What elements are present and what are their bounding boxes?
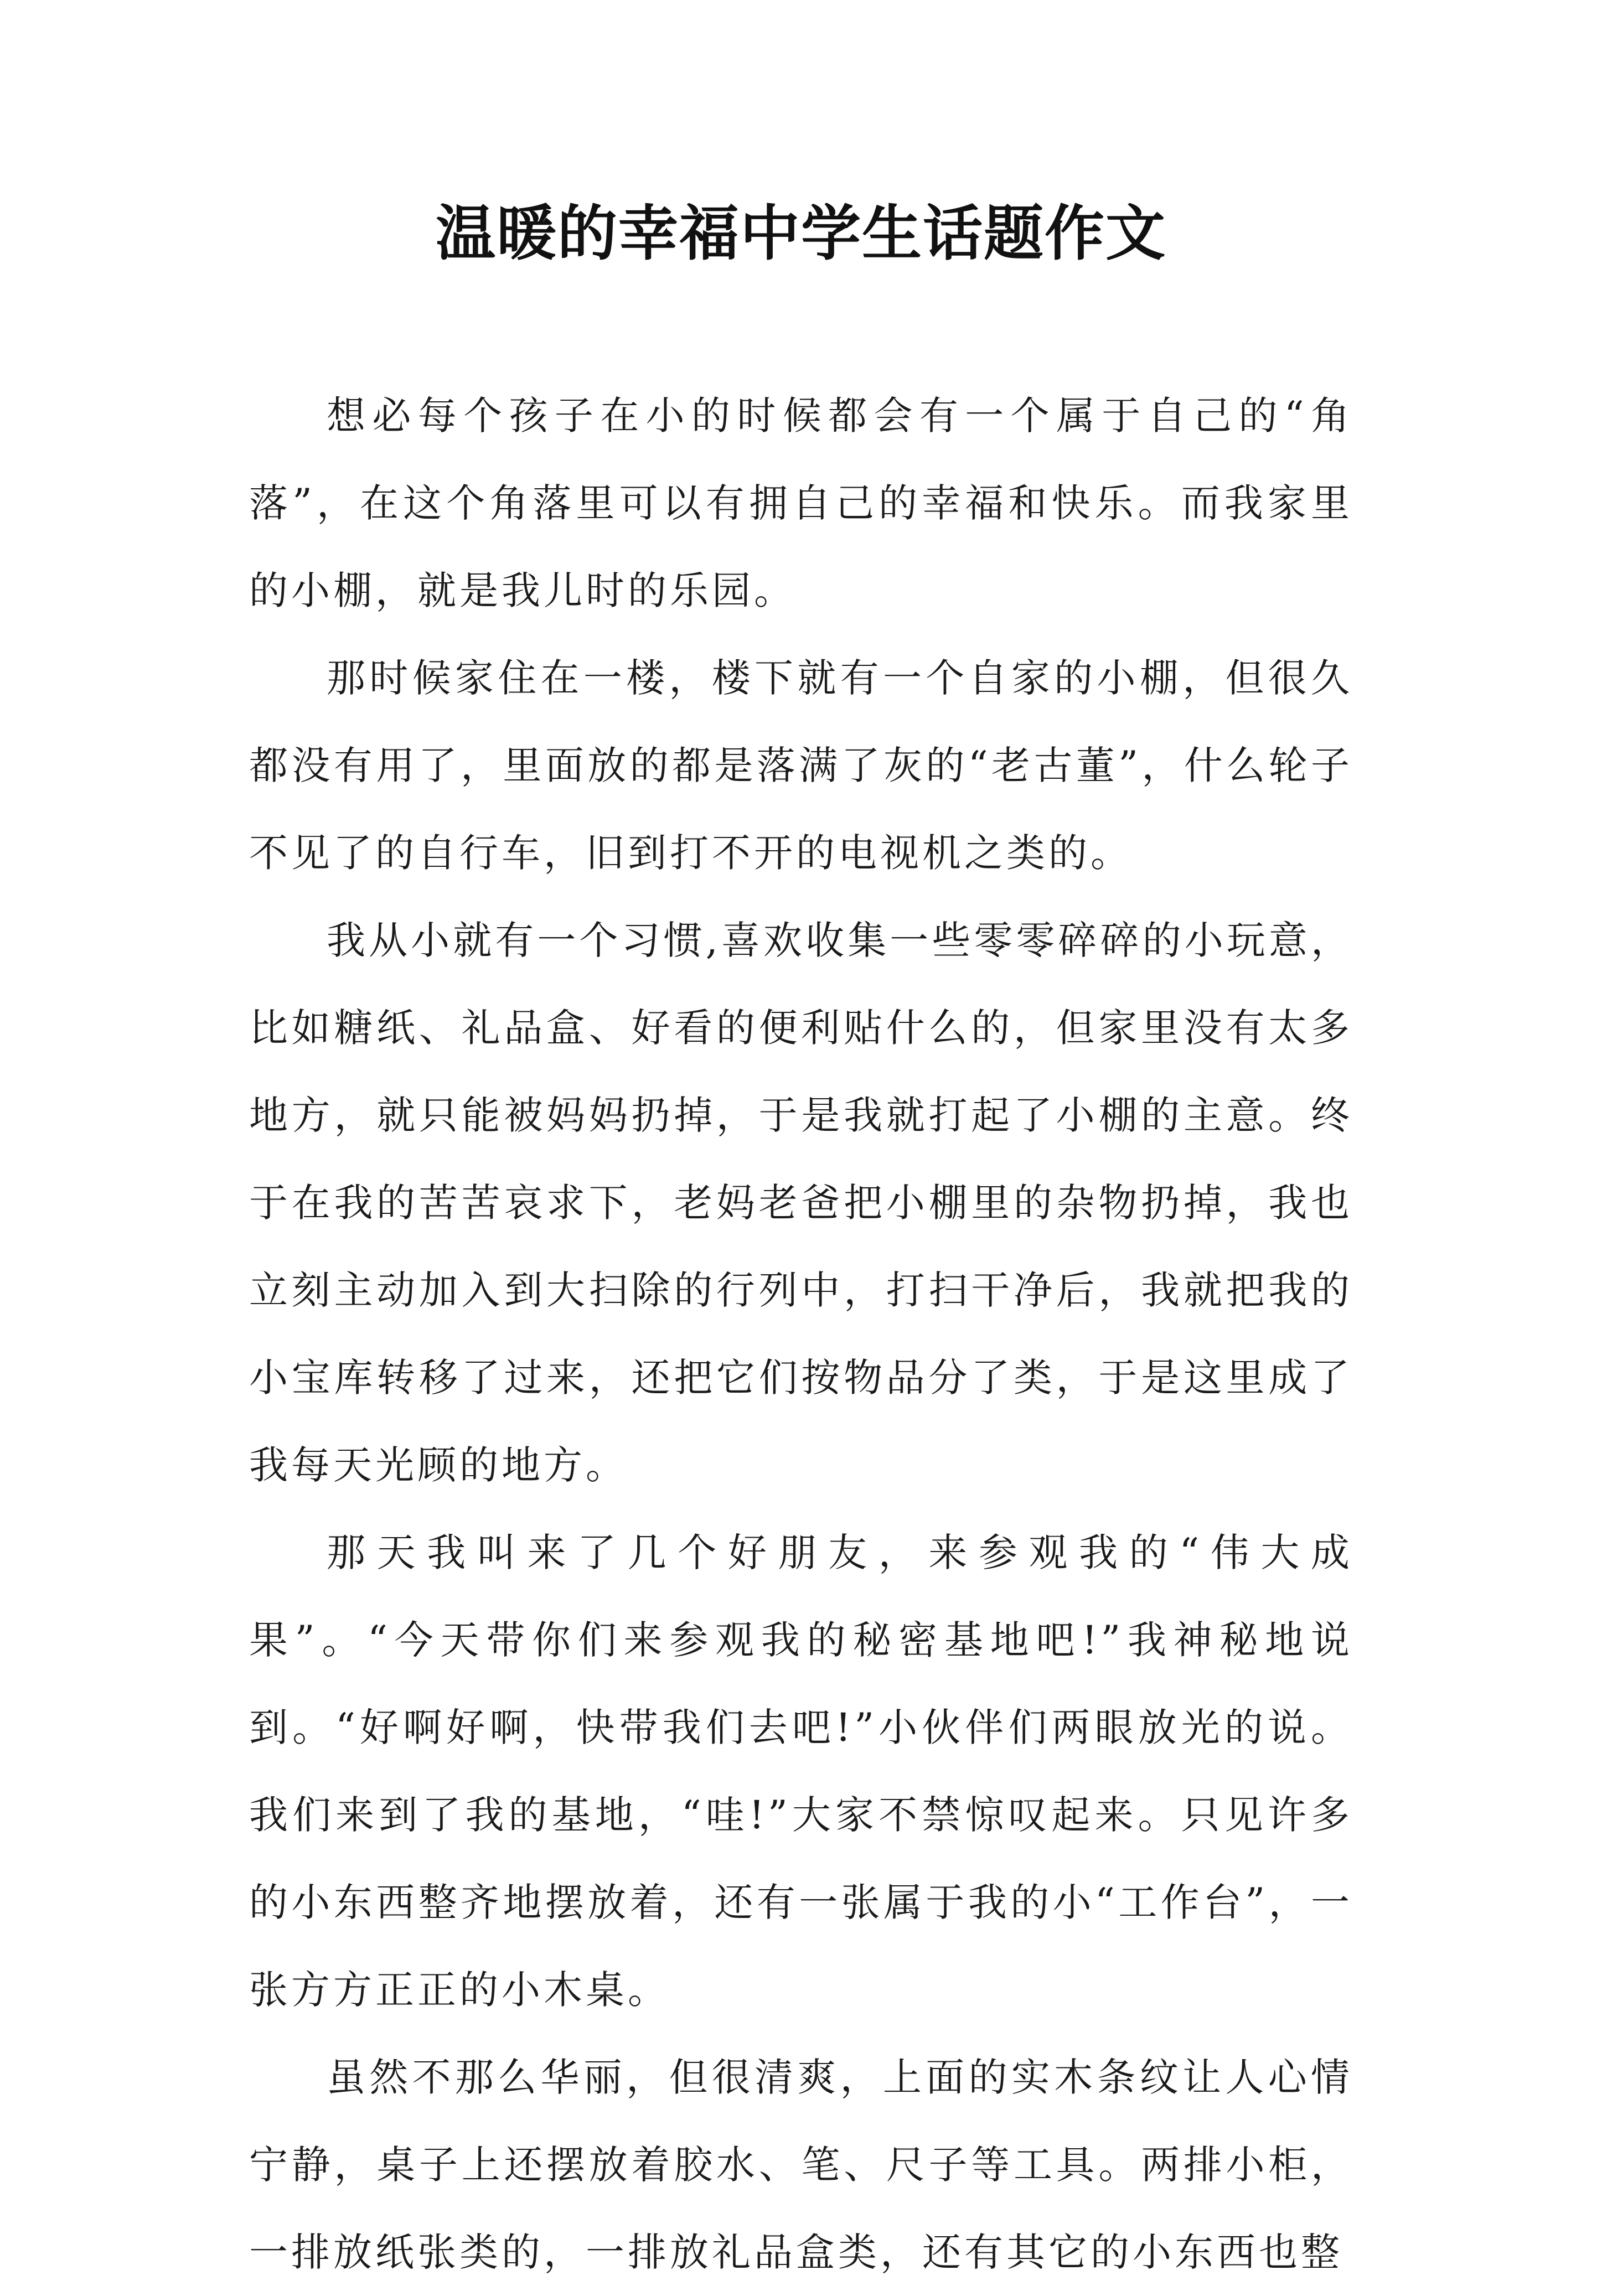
paragraph-1: 想必每个孩子在小的时候都会有一个属于自己的“角落”，在这个角落里可以有拥自己的幸福和快乐。而我家里的小棚，就是我儿时的乐园。 [249,393,1353,613]
paragraph-4: 那天我叫来了几个好朋友，来参观我的“伟大成果”。“今天带你们来参观我的秘密基地吧!”我神秘地说到。“好啊好啊，快带我们去吧!”小伙伴们两眼放光的说。我们来到了我的基地，“哇!”大家不禁惊叹起来。只见许多的小东西整齐地摆放着，还有一张属于我的小“工作台”，一张方方正正的小木桌。 [249,1530,1353,2013]
document-body [249,372,1353,2296]
paragraph-3: 我从小就有一个习惯,喜欢收集一些零零碎碎的小玩意，比如糖纸、礼品盒、好看的便利贴什么的，但家里没有太多地方，就只能被妈妈扔掉，于是我就打起了小棚的主意。终于在我的苦苦哀求下，老妈老爸把小棚里的杂物扔掉，我也立刻主动加入到大扫除的行列中，打扫干净后，我就把我的小宝库转移了过来，还把它们按物品分了类，于是这里成了我每天光顾的地方。 [249,918,1353,1488]
document-title: 温暖的幸福中学生话题作文 [435,199,1166,268]
paragraph-5: 虽然不那么华丽，但很清爽，上面的实木条纹让人心情宁静，桌子上还摆放着胶水、笔、尺子等工具。两排小柜，一排放纸张类的，一排放礼品盒类，还有其它的小东西也整 [249,2055,1353,2275]
paragraph-2: 那时候家住在一楼，楼下就有一个自家的小棚，但很久都没有用了，里面放的都是落满了灰的“老古董”，什么轮子不见了的自行车，旧到打不开的电视机之类的。 [249,655,1353,876]
